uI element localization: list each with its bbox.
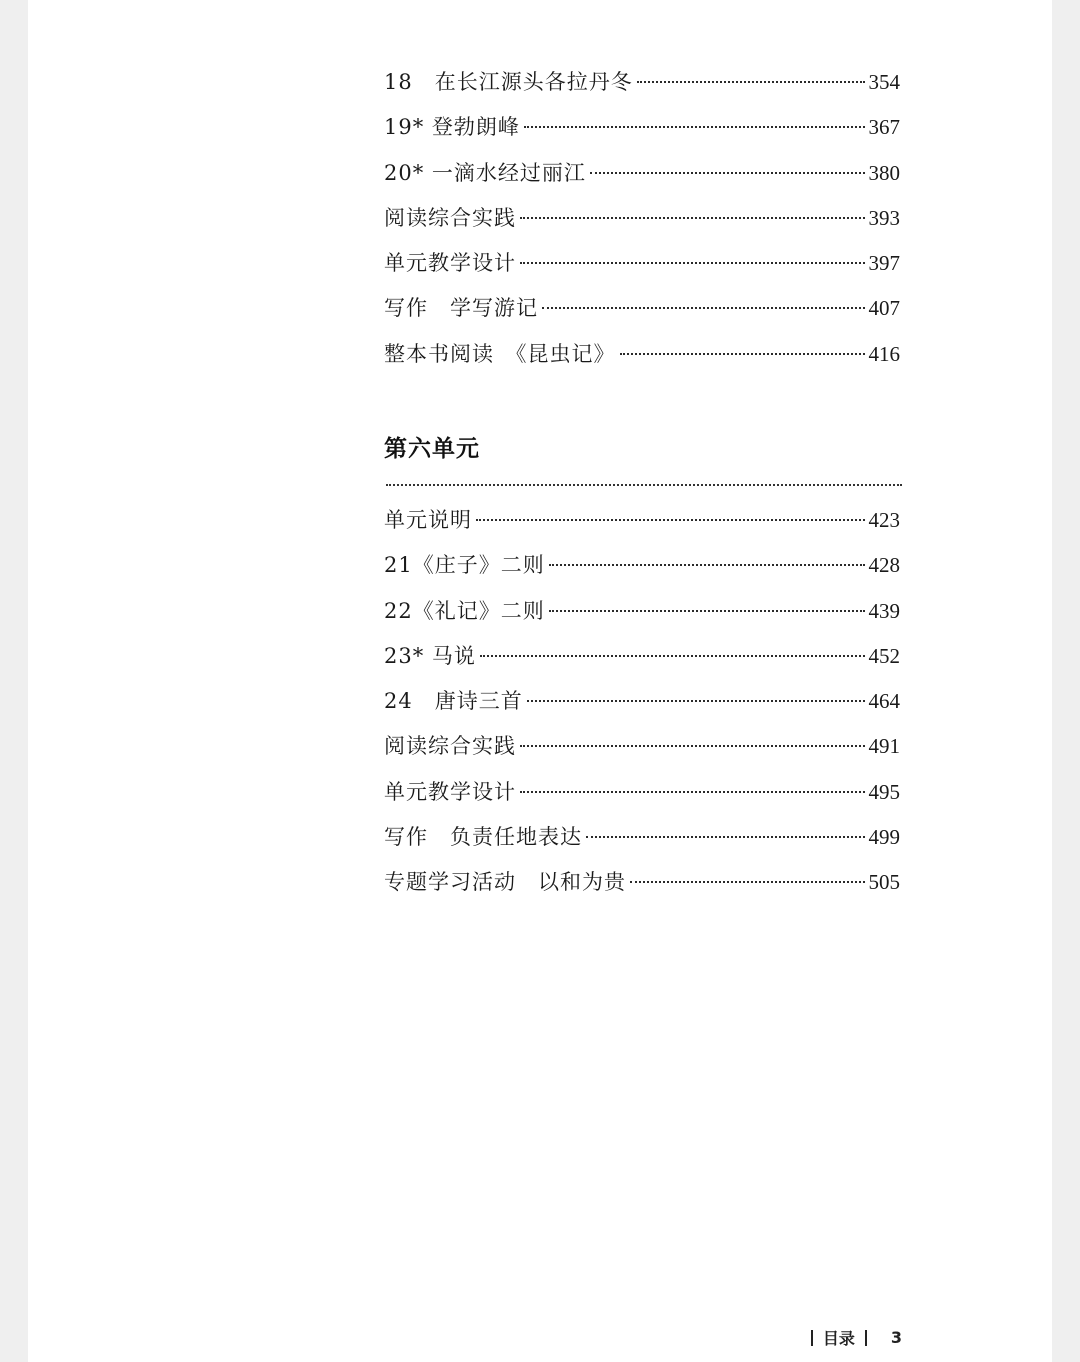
toc-entry-title: 专题学习活动 以和为贵 bbox=[384, 870, 626, 895]
dot-leader bbox=[620, 353, 865, 355]
toc-entry-page: 367 bbox=[868, 115, 900, 140]
toc-entry[interactable] bbox=[384, 498, 900, 543]
dot-leader bbox=[480, 655, 865, 657]
footer-divider bbox=[865, 1330, 867, 1346]
dot-leader bbox=[542, 307, 865, 309]
toc-entry-page: 491 bbox=[868, 734, 900, 759]
unit-heading: 第六单元 bbox=[384, 436, 480, 462]
dot-leader bbox=[527, 700, 865, 702]
toc-list-upper bbox=[384, 60, 900, 377]
toc-entry[interactable] bbox=[384, 241, 900, 286]
dot-leader bbox=[520, 262, 865, 264]
dot-leader bbox=[520, 791, 865, 793]
toc-entry-page: 428 bbox=[868, 553, 900, 578]
unit-divider bbox=[386, 484, 902, 486]
toc-entry-title: 23* 马说 bbox=[384, 643, 476, 668]
toc-entry[interactable] bbox=[384, 589, 900, 634]
toc-entry-title: 写作 负责任地表达 bbox=[384, 825, 582, 850]
toc-list-lower bbox=[384, 498, 900, 906]
toc-entry[interactable] bbox=[384, 679, 900, 724]
dot-leader bbox=[476, 519, 865, 521]
toc-entry-title: 18 在长江源头各拉丹冬 bbox=[384, 70, 633, 94]
page-footer bbox=[811, 1326, 902, 1349]
dot-leader bbox=[590, 172, 865, 174]
toc-entry-page: 464 bbox=[868, 689, 900, 714]
toc-entry-page: 499 bbox=[868, 825, 900, 850]
footer-section-label: 目录 bbox=[822, 1329, 855, 1348]
toc-entry-title: 21《庄子》二则 bbox=[384, 553, 545, 578]
toc-entry-title: 写作 学写游记 bbox=[384, 296, 538, 321]
dot-leader bbox=[549, 610, 865, 612]
dot-leader bbox=[630, 881, 865, 883]
toc-entry-page: 380 bbox=[868, 160, 900, 185]
toc-entry-page: 397 bbox=[868, 251, 900, 276]
dot-leader bbox=[549, 564, 865, 566]
toc-entry-page: 505 bbox=[868, 870, 900, 895]
toc-entry-title: 22《礼记》二则 bbox=[384, 598, 545, 623]
toc-entry[interactable] bbox=[384, 634, 900, 679]
toc-entry-page: 407 bbox=[868, 296, 900, 321]
toc-entry-title: 整本书阅读 《昆虫记》 bbox=[384, 341, 616, 366]
dot-leader bbox=[520, 745, 865, 747]
toc-entry-page: 354 bbox=[868, 70, 900, 94]
toc-entry[interactable] bbox=[384, 770, 900, 815]
toc-entry[interactable] bbox=[384, 543, 900, 588]
toc-entry-title: 单元教学设计 bbox=[384, 251, 516, 276]
dot-leader bbox=[586, 836, 865, 838]
document-page bbox=[28, 0, 1052, 1362]
toc-entry-title: 阅读综合实践 bbox=[384, 734, 516, 759]
toc-entry-page: 423 bbox=[868, 508, 900, 532]
toc-entry-title: 19* 登勃朗峰 bbox=[384, 115, 520, 140]
toc-entry[interactable] bbox=[384, 105, 900, 150]
toc-entry[interactable] bbox=[384, 815, 900, 860]
toc-entry-title: 单元说明 bbox=[384, 508, 472, 532]
dot-leader bbox=[520, 217, 865, 219]
toc-entry-page: 393 bbox=[868, 205, 900, 230]
toc-entry-title: 20* 一滴水经过丽江 bbox=[384, 160, 586, 185]
toc-entry-title: 单元教学设计 bbox=[384, 779, 516, 804]
toc-entry-page: 495 bbox=[868, 779, 900, 804]
toc-entry-page: 452 bbox=[868, 643, 900, 668]
page-number: 3 bbox=[890, 1328, 902, 1347]
dot-leader bbox=[524, 126, 865, 128]
toc-entry[interactable] bbox=[384, 724, 900, 769]
toc-entry[interactable] bbox=[384, 151, 900, 196]
toc-entry[interactable] bbox=[384, 286, 900, 331]
footer-divider bbox=[811, 1330, 813, 1346]
toc-entry-page: 439 bbox=[868, 598, 900, 623]
toc-entry-page: 416 bbox=[868, 341, 900, 366]
toc-entry[interactable] bbox=[384, 332, 900, 377]
toc-entry[interactable] bbox=[384, 196, 900, 241]
toc-entry-title: 24 唐诗三首 bbox=[384, 689, 523, 714]
toc-entry-title: 阅读综合实践 bbox=[384, 205, 516, 230]
toc-entry[interactable] bbox=[384, 860, 900, 905]
toc-entry[interactable] bbox=[384, 60, 900, 105]
dot-leader bbox=[637, 81, 865, 83]
